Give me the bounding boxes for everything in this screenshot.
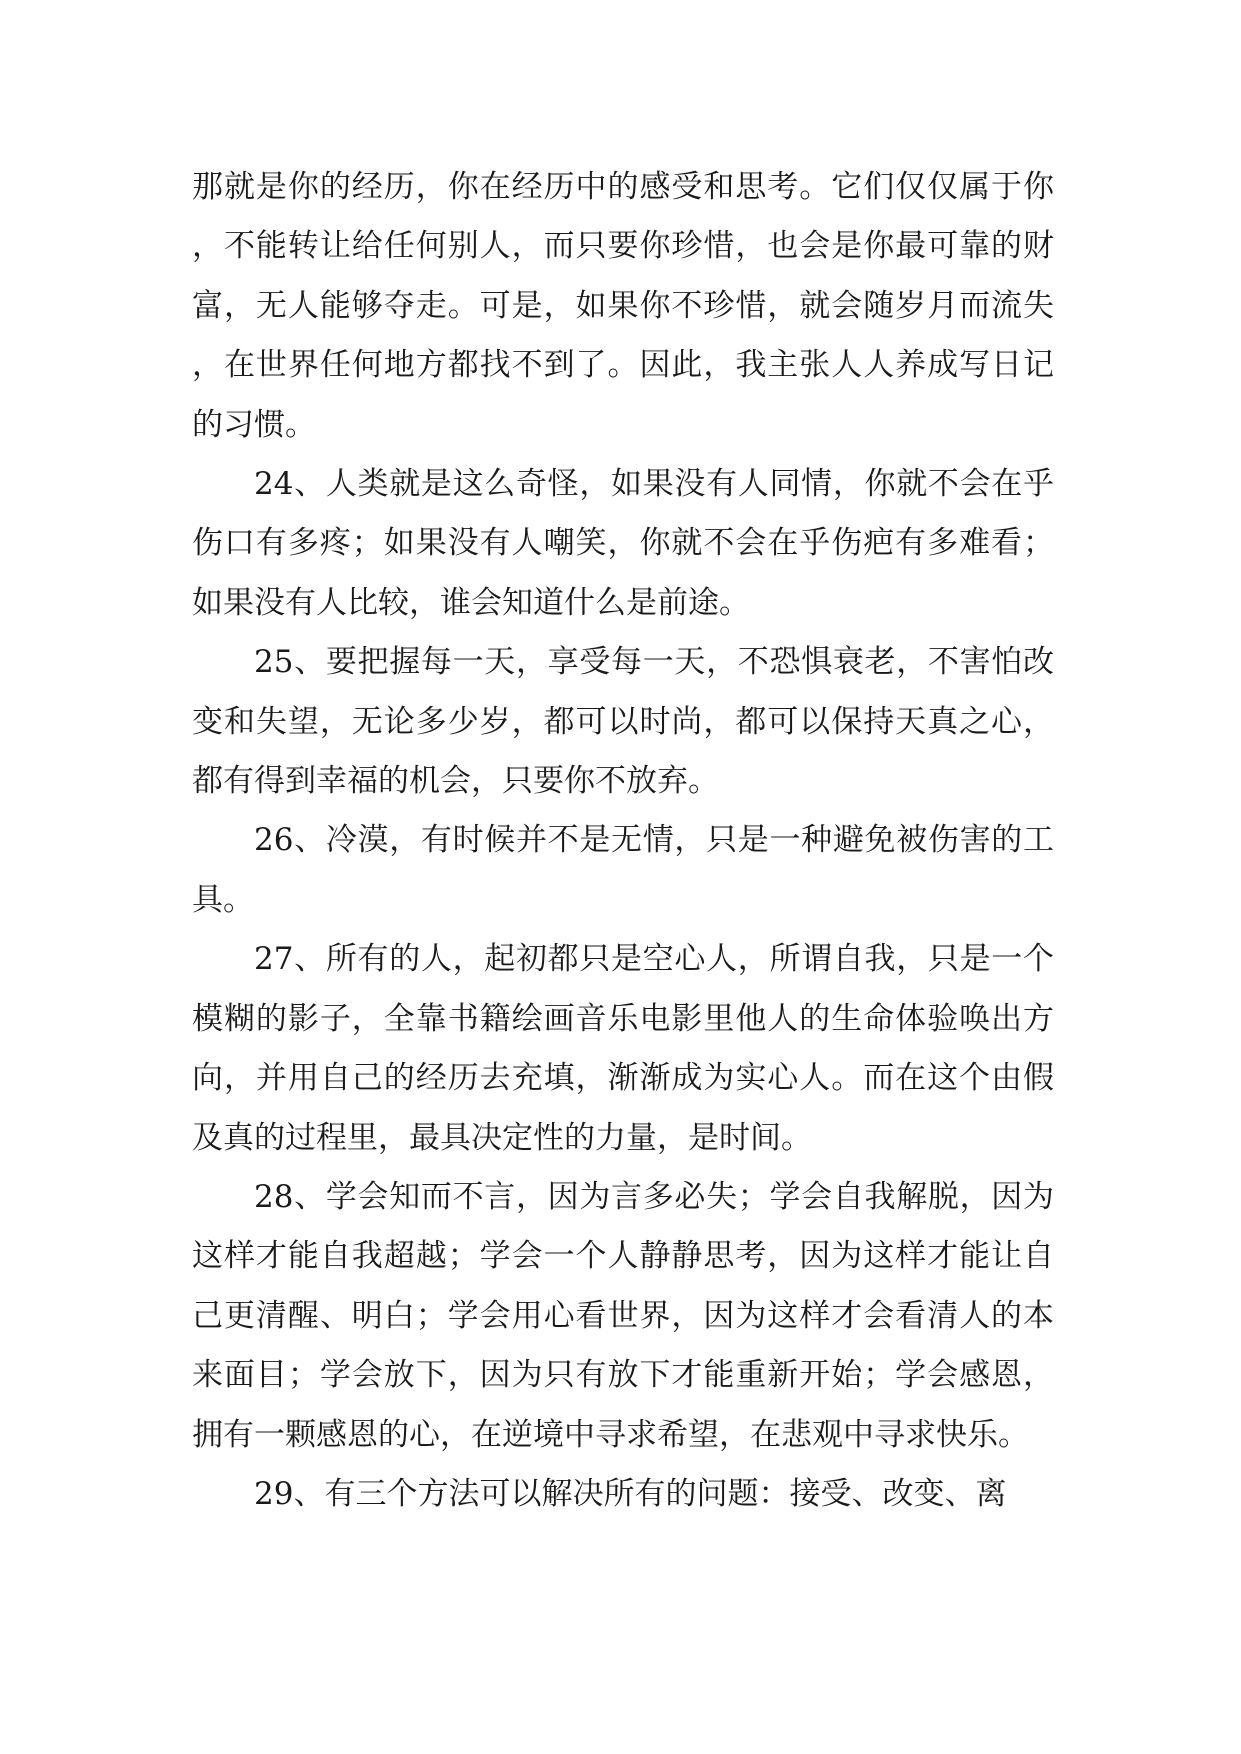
paragraph-continued: 那就是你的经历，你在经历中的感受和思考。它们仅仅属于你，不能转让给任何别人，而只要你珍惜，也会是你最可靠的财富，无人能够夺走。可是，如果你不珍惜，就会随岁月而流失，在世界任何地方都找不到了。因此，我主张人人养成写日记的习惯。 bbox=[192, 169, 1054, 443]
paragraph-25: 25、要把握每一天，享受每一天，不恐惧衰老，不害怕改变和失望，无论多少岁，都可以时尚，都可以保持天真之心，都有得到幸福的机会，只要你不放弃。 bbox=[192, 644, 1054, 800]
document-body bbox=[192, 158, 1054, 1524]
paragraph-29: 29、有三个方法可以解决所有的问题：接受、改变、离 bbox=[254, 1475, 1007, 1512]
paragraph-26: 26、冷漠，有时候并不是无情，只是一种避免被伤害的工具。 bbox=[192, 822, 1054, 918]
paragraph-24: 24、人类就是这么奇怪，如果没有人同情，你就不会在乎伤口有多疼；如果没有人嘲笑，你就不会在乎伤疤有多难看；如果没有人比较，谁会知道什么是前途。 bbox=[192, 466, 1054, 621]
paragraph-27: 27、所有的人，起初都只是空心人，所谓自我，只是一个模糊的影子，全靠书籍绘画音乐电影里他人的生命体验唤出方向，并用自己的经历去充填，渐渐成为实心人。而在这个由假及真的过程里，最具决定性的力量，是时间。 bbox=[192, 941, 1054, 1156]
paragraph-28: 28、学会知而不言，因为言多必失；学会自我解脱，因为这样才能自我超越；学会一个人静静思考，因为这样才能让自己更清醒、明白；学会用心看世界，因为这样才会看清人的本来面目；学会放下，因为只有放下才能重新开始；学会感恩，拥有一颗感恩的心，在逆境中寻求希望，在悲观中寻求快乐。 bbox=[192, 1178, 1054, 1453]
